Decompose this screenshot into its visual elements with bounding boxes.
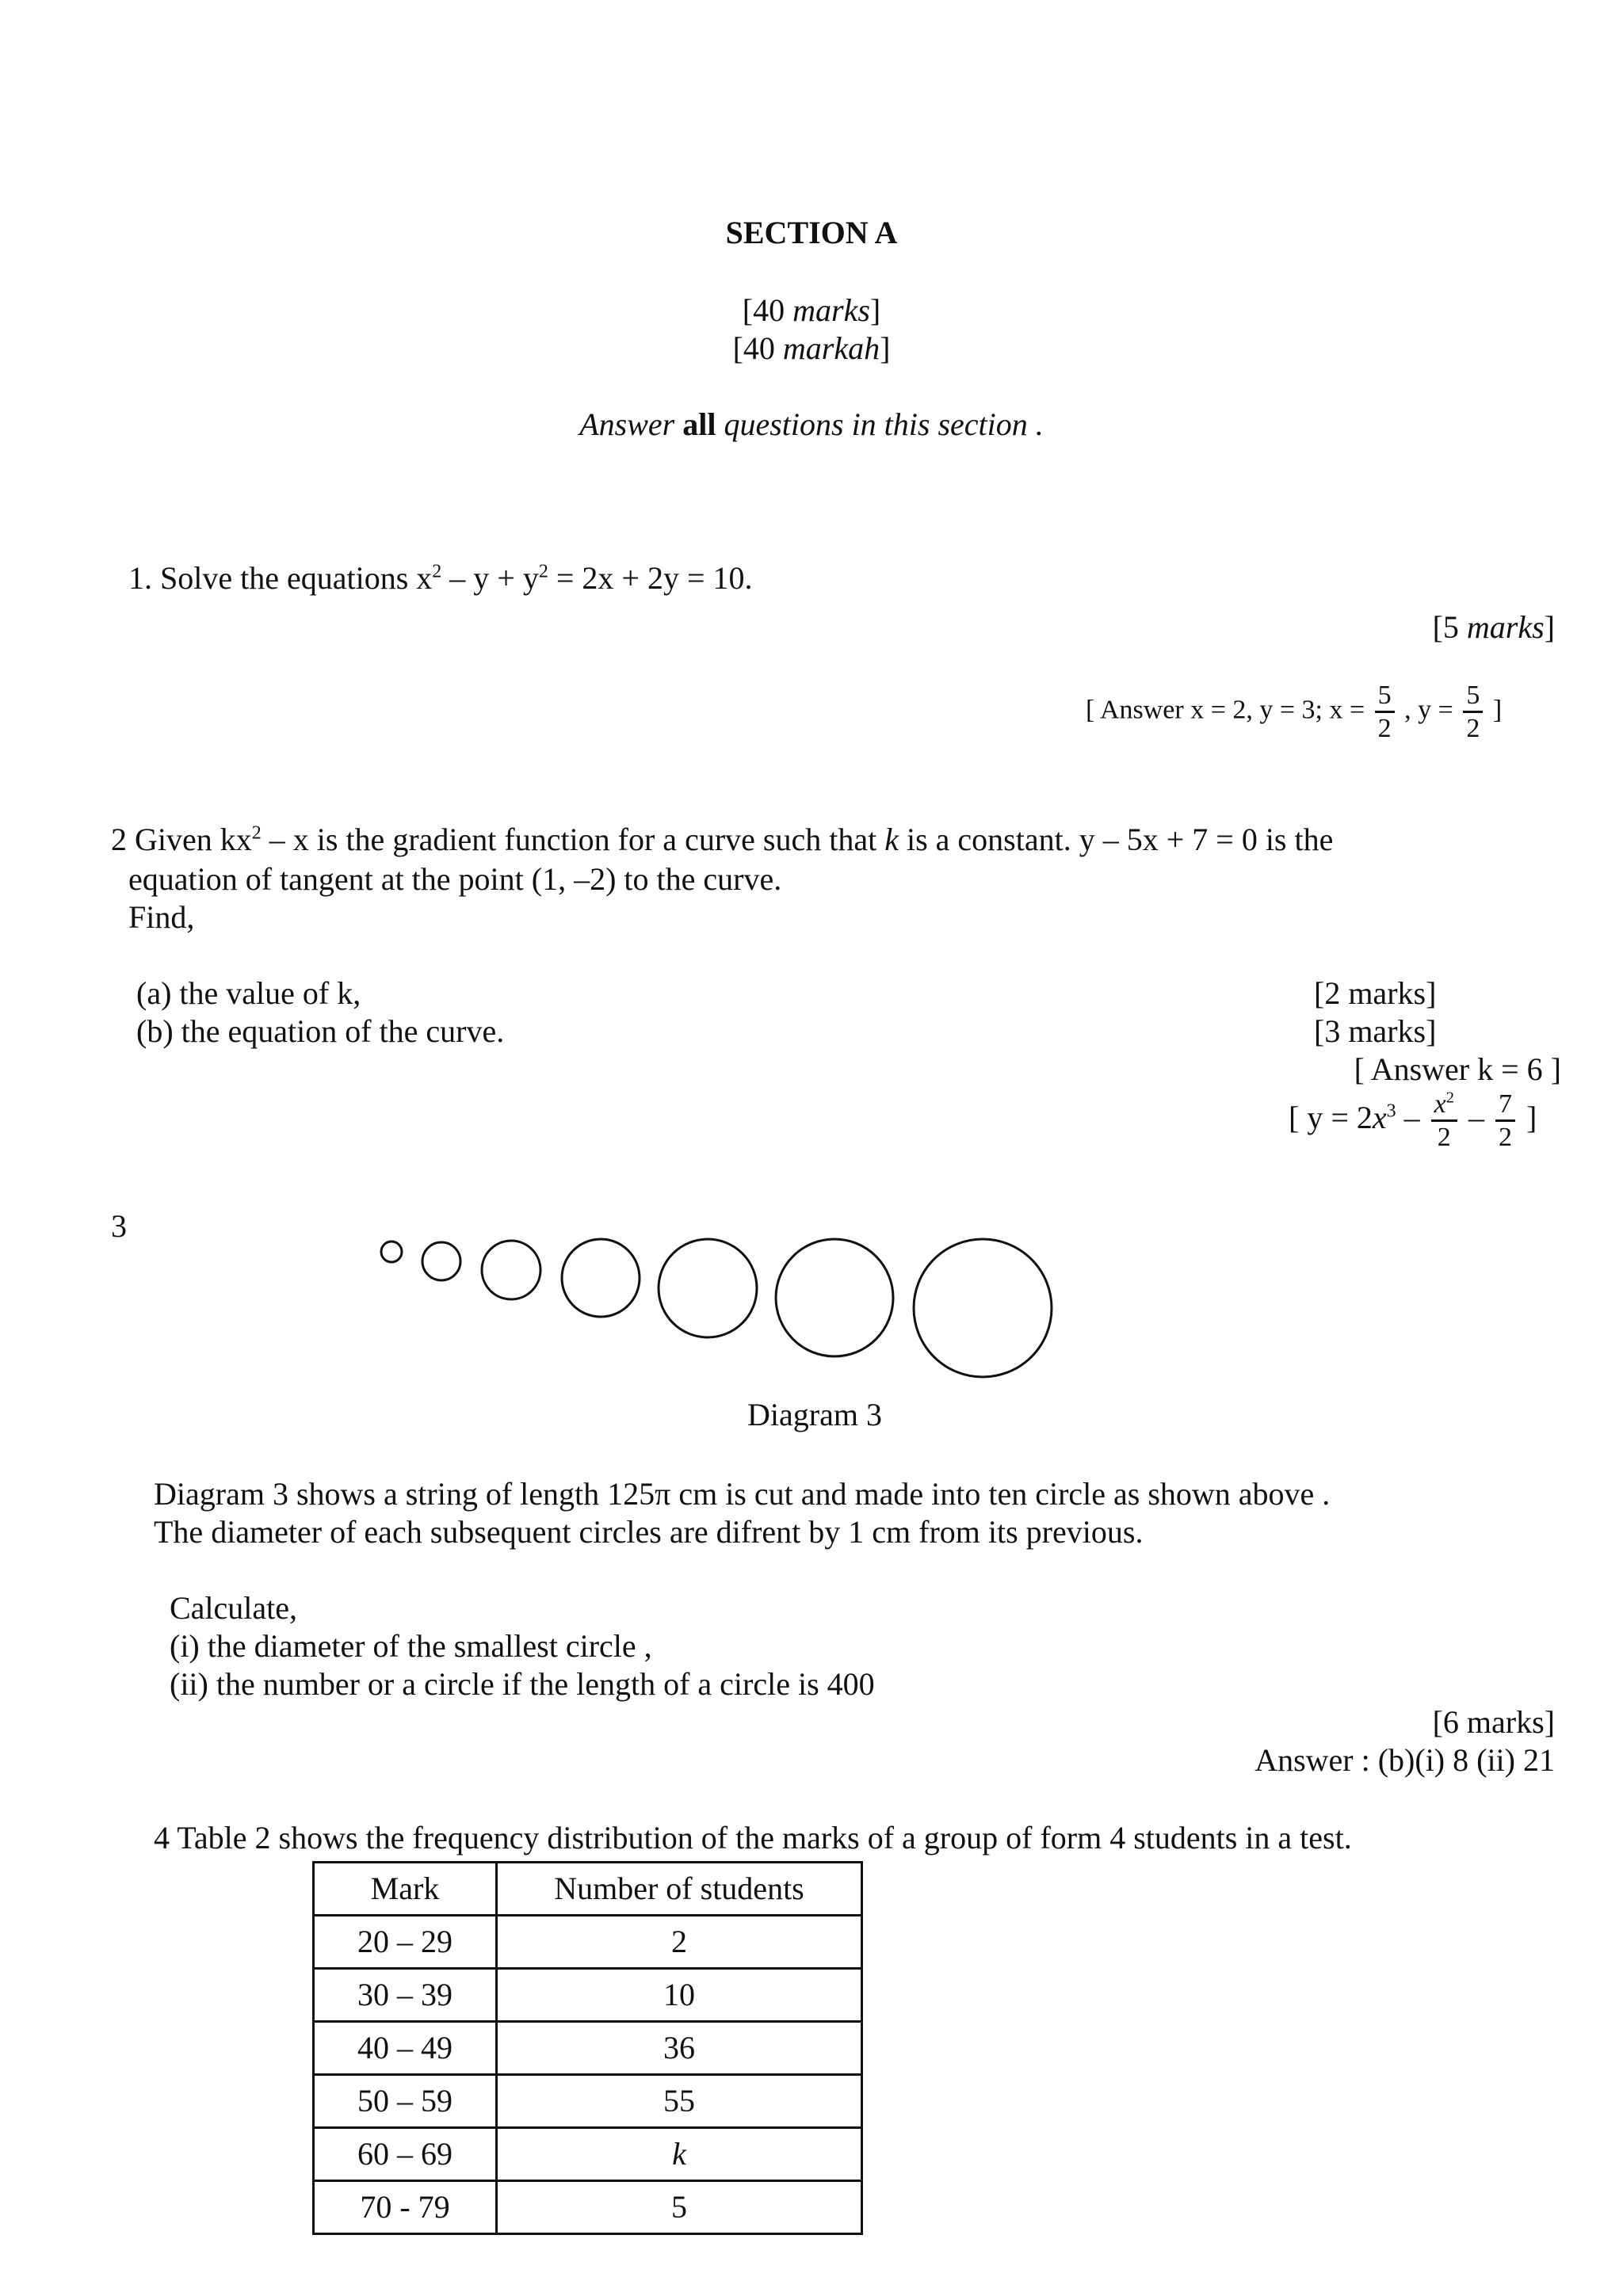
mark-cell: 40 – 49 [314, 2022, 497, 2075]
section-title: SECTION A [725, 215, 898, 250]
q1-marks-close: ] [1544, 609, 1555, 645]
q3-answer: Answer : (b)(i) 8 (ii) 21 [1254, 1742, 1555, 1778]
q2-ans-frac2-num: 7 [1495, 1089, 1515, 1122]
q2-line-3: Find, [128, 899, 195, 935]
students-cell: 2 [497, 1916, 862, 1969]
marks-ms-word: markah [782, 330, 880, 366]
circle-1 [381, 1241, 402, 1262]
table-row [314, 2075, 862, 2128]
q2-marks-a: [2 marks] [1314, 975, 1437, 1011]
q1-answer-frac-2 [1463, 680, 1483, 744]
q2-ans-frac2-den: 2 [1498, 1123, 1512, 1153]
table-row [314, 1916, 862, 1969]
q2-ans-minus-2: – [1460, 1099, 1492, 1135]
instruction-pre: Answer [579, 406, 683, 442]
students-cell: k [497, 2128, 862, 2181]
q3-part-ii: (ii) the number or a circle if the length of a circle is 400 [170, 1666, 875, 1702]
total-marks-ms [0, 330, 1623, 368]
q2-line1-b: – x is the gradient function for a curve such that [261, 822, 885, 857]
q2-ans-minus-1: – [1396, 1099, 1428, 1135]
q3-line-2: The diameter of each subsequent circles are difrent by 1 cm from its previous. [154, 1514, 1144, 1550]
diagram-caption: Diagram 3 [747, 1397, 882, 1432]
circle-4 [562, 1239, 640, 1317]
mark-cell: 60 – 69 [314, 2128, 497, 2181]
q2-ans-x: x [1372, 1099, 1387, 1135]
q1-marks-word: marks [1466, 609, 1545, 645]
q2-ans-frac-1 [1431, 1089, 1457, 1153]
q3-marks: [6 marks] [1432, 1704, 1555, 1740]
q1-answer-close: ] [1486, 695, 1503, 725]
table-row [314, 1969, 862, 2022]
q4-intro: 4 Table 2 shows the frequency distribution of the marks of a group of form 4 students in a test. [154, 1820, 1352, 1855]
q2-part-b: (b) the equation of the curve. [136, 1013, 505, 1049]
table-row [314, 2022, 862, 2075]
q2-answer-k: [ Answer k = 6 ] [1354, 1051, 1561, 1087]
q3-part-i: (i) the diameter of the smallest circle , [170, 1628, 652, 1664]
marks-en-word: marks [792, 292, 870, 328]
q2-line1-c: is a constant. y – 5x + 7 = 0 is the [898, 822, 1334, 857]
q2-ans-sup: 3 [1386, 1100, 1396, 1122]
q1-marks [1433, 608, 1555, 646]
circle-2 [422, 1242, 460, 1280]
table-header-row [314, 1863, 862, 1916]
q2-ans-frac1-sup: 2 [1445, 1089, 1454, 1107]
q1-answer-frac-1 [1375, 680, 1395, 744]
instruction-bold: all [682, 406, 716, 442]
instruction-post: questions in this section . [716, 406, 1044, 442]
q1-text-b: – y + y [441, 560, 539, 596]
frequency-table [312, 1861, 863, 2235]
table-header-mark: Mark [314, 1863, 497, 1916]
q3-number: 3 [111, 1208, 127, 1244]
students-cell: 55 [497, 2075, 862, 2128]
q1-frac1-num: 5 [1375, 680, 1395, 713]
q2-line-2: equation of tangent at the point (1, –2) to the curve. [128, 861, 782, 897]
table-row [314, 2128, 862, 2181]
q2-ans-frac1-num-wrap [1431, 1089, 1457, 1122]
q1-frac1-den: 2 [1377, 714, 1392, 744]
table-header-students: Number of students [497, 1863, 862, 1916]
mark-cell: 30 – 39 [314, 1969, 497, 2022]
q1-text-a: 1. Solve the equations x [128, 560, 433, 596]
q1-marks-open: [5 [1432, 609, 1467, 645]
q3-line-1: Diagram 3 shows a string of length 125π cm is cut and made into ten circle as shown above . [154, 1476, 1331, 1512]
marks-en-num: [40 [742, 292, 793, 328]
students-cell: 36 [497, 2022, 862, 2075]
circle-3 [482, 1241, 540, 1299]
circle-7 [914, 1239, 1052, 1377]
q1-answer-pre: [ Answer x = 2, y = 3; x = [1086, 695, 1372, 725]
marks-en-close: ] [869, 292, 881, 328]
q1-sup-a: 2 [432, 561, 442, 582]
q1-text [128, 559, 753, 597]
marks-ms-num: [40 [732, 330, 783, 366]
q2-ans-frac1-den: 2 [1437, 1123, 1451, 1153]
q2-line1-a: 2 Given kx [111, 822, 252, 857]
q3-calculate: Calculate, [170, 1590, 298, 1626]
mark-cell: 50 – 59 [314, 2075, 497, 2128]
table-row [314, 2181, 862, 2234]
instruction [0, 406, 1623, 444]
circle-6 [776, 1239, 893, 1356]
q1-frac2-den: 2 [1466, 714, 1480, 744]
q2-answer-curve [1289, 1089, 1537, 1153]
q2-line-1 [111, 821, 1333, 859]
q2-ans-frac-2 [1495, 1089, 1515, 1153]
mark-cell: 70 - 79 [314, 2181, 497, 2234]
q2-part-a: (a) the value of k, [136, 975, 361, 1011]
q2-line1-k: k [884, 822, 899, 857]
q1-sup-b: 2 [538, 561, 548, 582]
q2-ans-pre: [ y = 2 [1289, 1099, 1373, 1135]
students-cell: 5 [497, 2181, 862, 2234]
q1-answer [1086, 680, 1502, 744]
circle-5 [659, 1239, 757, 1337]
q2-ans-frac1-num: x [1434, 1089, 1446, 1119]
q2-marks-b: [3 marks] [1314, 1013, 1437, 1049]
total-marks-en [0, 292, 1623, 330]
q1-frac2-num: 5 [1463, 680, 1483, 713]
q2-ans-close: ] [1518, 1099, 1537, 1135]
marks-ms-close: ] [880, 330, 891, 366]
q1-answer-mid: , y = [1397, 695, 1461, 725]
students-cell: 10 [497, 1969, 862, 2022]
q1-text-c: = 2x + 2y = 10. [548, 560, 753, 596]
diagram-3-circles [0, 1188, 1623, 1394]
q2-line1-sup: 2 [251, 822, 262, 844]
mark-cell: 20 – 29 [314, 1916, 497, 1969]
